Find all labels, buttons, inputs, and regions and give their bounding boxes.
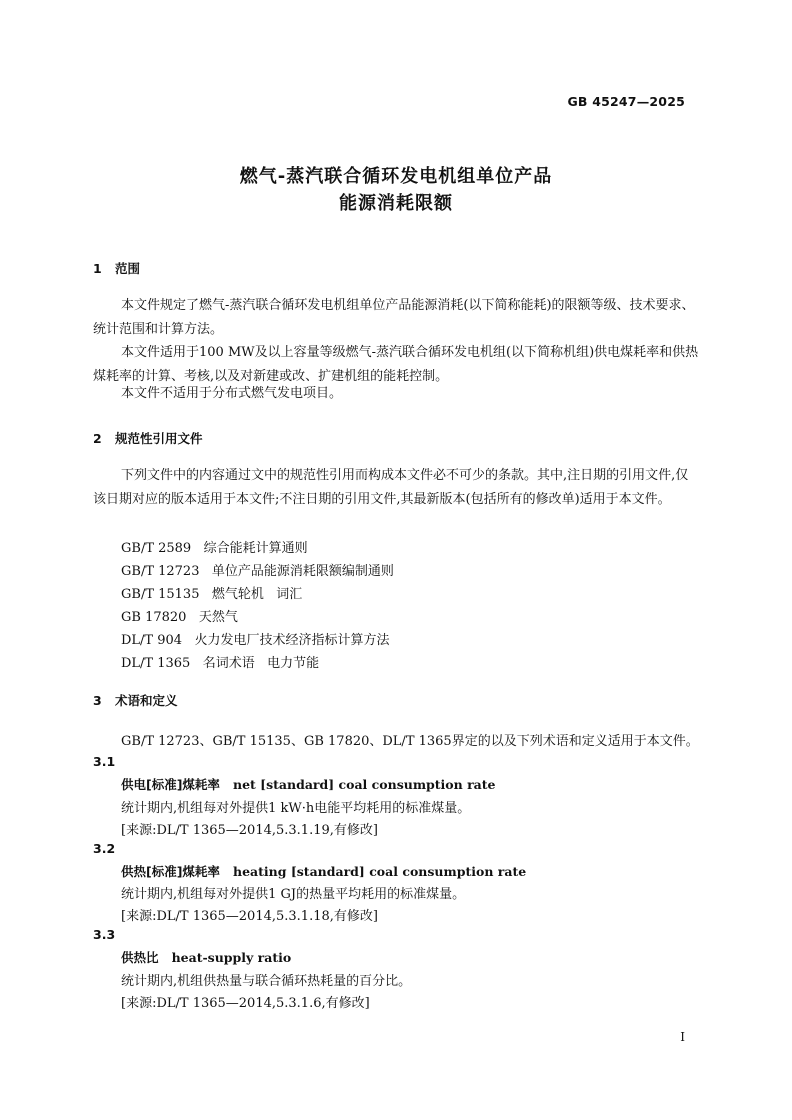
term-source: [来源:DL/T 1365—2014,5.3.1.19,有修改] [121, 823, 378, 838]
term-source: [来源:DL/T 1365—2014,5.3.1.18,有修改] [121, 909, 378, 924]
term-heading [121, 775, 496, 793]
section-number: 1 [93, 261, 102, 276]
term-definition: 统计期内,机组供热量与联合循环热耗量的百分比。 [121, 974, 412, 989]
document-title-line-1: 燃气-蒸汽联合循环发电机组单位产品 [239, 166, 553, 187]
term-en: heating [standard] coal consumption rate [233, 864, 527, 879]
section-title: 术语和定义 [115, 693, 178, 708]
paragraph: 下列文件中的内容通过文中的规范性引用而构成本文件必不可少的条款。其中,注日期的引用文件,仅该日期对应的版本适用于本文件;不注日期的引用文件,其最新版本(包括所有的修改单)适用于本文件。 [93, 468, 689, 507]
section-title: 规范性引用文件 [115, 431, 203, 446]
clause-number: 3.2 [93, 841, 116, 856]
reference-item: GB/T 2589 综合能耗计算通则 [121, 541, 308, 556]
paragraph: 本文件不适用于分布式燃气发电项目。 [121, 386, 343, 401]
term-heading [121, 862, 526, 880]
section-2-heading [93, 429, 203, 447]
section-3-heading [93, 691, 178, 709]
paragraph: 本文件规定了燃气-蒸汽联合循环发电机组单位产品能源消耗(以下简称能耗)的限额等级、技术要求、统计范围和计算方法。 [93, 298, 695, 337]
clause-number: 3.1 [93, 754, 116, 769]
reference-item: GB/T 15135 燃气轮机 词汇 [121, 587, 303, 602]
term-en: heat-supply ratio [171, 950, 292, 965]
section-1-heading [93, 259, 140, 277]
term-zh: 供电[标准]煤耗率 [121, 777, 220, 792]
reference-item: GB/T 12723 单位产品能源消耗限额编制通则 [121, 564, 394, 579]
section-number: 2 [93, 431, 102, 446]
section-number: 3 [93, 693, 102, 708]
reference-item: GB 17820 天然气 [121, 610, 238, 625]
term-heading [121, 948, 291, 966]
term-en: net [standard] coal consumption rate [233, 777, 496, 792]
section-title: 范围 [115, 261, 141, 276]
term-zh: 供热[标准]煤耗率 [121, 864, 220, 879]
reference-item: DL/T 904 火力发电厂技术经济指标计算方法 [121, 633, 390, 648]
standard-code: GB 45247—2025 [567, 94, 685, 109]
term-zh: 供热比 [121, 950, 159, 965]
page-number: I [680, 1030, 685, 1044]
paragraph: GB/T 12723、GB/T 15135、GB 17820、DL/T 1365界定的以及下列术语和定义适用于本文件。 [121, 734, 699, 749]
reference-item: DL/T 1365 名词术语 电力节能 [121, 656, 320, 671]
term-definition: 统计期内,机组每对外提供1 GJ的热量平均耗用的标准煤量。 [121, 887, 466, 902]
clause-number: 3.3 [93, 927, 116, 942]
term-definition: 统计期内,机组每对外提供1 kW·h电能平均耗用的标准煤量。 [121, 801, 471, 816]
term-source: [来源:DL/T 1365—2014,5.3.1.6,有修改] [121, 996, 370, 1011]
document-title-line-2: 能源消耗限额 [339, 193, 453, 214]
paragraph: 本文件适用于100 MW及以上容量等级燃气-蒸汽联合循环发电机组(以下简称机组)供电煤耗率和供热煤耗率的计算、考核,以及对新建或改、扩建机组的能耗控制。 [93, 345, 699, 384]
